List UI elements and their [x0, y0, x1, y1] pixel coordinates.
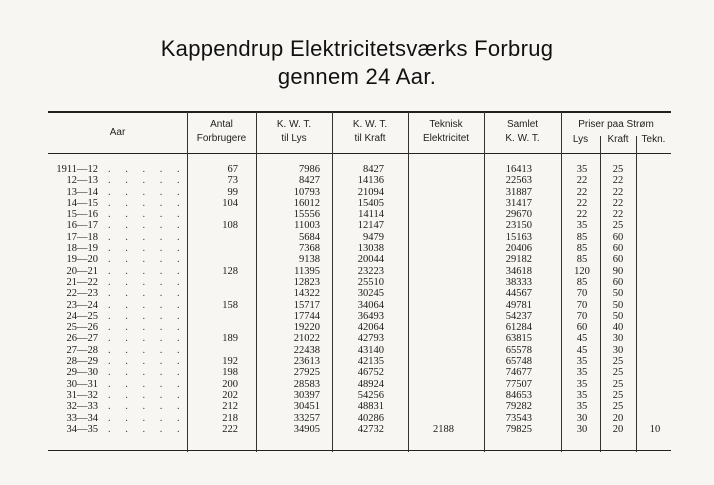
price-kraft-cell: 25 [612, 367, 624, 379]
consumers-cell: 222 [222, 423, 238, 435]
leader-dots: . . . . . [108, 412, 186, 424]
year-cell: 17—18 [66, 231, 98, 243]
samlet-cell: 20406 [505, 243, 532, 255]
price-lys-cell: 70 [576, 299, 588, 311]
header-consumers: Antal Forbrugere [196, 119, 247, 144]
kwt-kraft-cell: 42135 [357, 356, 384, 368]
leader-dots: . . . . . [108, 299, 186, 311]
price-lys-cell: 45 [576, 333, 588, 345]
samlet-cell: 54237 [505, 310, 532, 322]
kwt-lys-cell: 21022 [293, 333, 320, 345]
consumers-cell: 128 [222, 265, 238, 277]
year-cell: 25—26 [66, 322, 98, 334]
price-lys-cell: 85 [576, 254, 588, 266]
price-lys-cell: 70 [576, 288, 588, 300]
year-cell: 16—17 [66, 220, 98, 232]
price-lys-cell: 35 [576, 367, 588, 379]
samlet-cell: 65748 [505, 356, 532, 368]
year-cell: 31—32 [66, 389, 98, 401]
year-cell: 32—33 [66, 401, 98, 413]
consumers-cell: 73 [227, 175, 238, 187]
year-cell: 29—30 [66, 367, 98, 379]
price-kraft-cell: 60 [612, 254, 624, 266]
kwt-lys-cell: 14322 [293, 288, 320, 300]
table-row [0, 300, 714, 311]
price-kraft-cell: 50 [612, 310, 624, 322]
table-row [0, 322, 714, 333]
consumers-cell: 212 [222, 401, 238, 413]
table-row [0, 288, 714, 299]
leader-dots: . . . . . [108, 265, 186, 277]
consumers-cell: 158 [222, 299, 238, 311]
price-lys-cell: 60 [576, 322, 588, 334]
price-lys-cell: 35 [576, 378, 588, 390]
header-samlet: Samlet K. W. T. [505, 119, 540, 144]
kwt-kraft-cell: 14136 [357, 175, 384, 187]
kwt-kraft-cell: 36493 [357, 310, 384, 322]
price-lys-cell: 85 [576, 243, 588, 255]
price-lys-cell: 22 [576, 197, 588, 209]
table-row [0, 333, 714, 344]
year-cell: 23—24 [66, 299, 98, 311]
leader-dots: . . . . . [108, 276, 186, 288]
table-row [0, 424, 714, 435]
leader-dots: . . . . . [108, 333, 186, 345]
leader-dots: . . . . . [108, 220, 186, 232]
kwt-kraft-cell: 48831 [357, 401, 384, 413]
consumers-cell: 198 [222, 367, 238, 379]
table-top-rule [48, 111, 671, 113]
consumers-cell: 200 [222, 378, 238, 390]
price-kraft-cell: 25 [612, 378, 624, 390]
leader-dots: . . . . . [108, 164, 186, 175]
price-lys-cell: 22 [576, 186, 588, 198]
table-row [0, 187, 714, 198]
price-lys-cell: 45 [576, 344, 588, 356]
kwt-kraft-cell: 48924 [357, 378, 384, 390]
price-kraft-cell: 22 [612, 186, 624, 198]
kwt-kraft-cell: 42732 [357, 423, 384, 435]
leader-dots: . . . . . [108, 288, 186, 300]
price-kraft-cell: 20 [612, 412, 624, 424]
samlet-cell: 61284 [505, 322, 532, 334]
kwt-kraft-cell: 40286 [357, 412, 384, 424]
kwt-lys-cell: 33257 [293, 412, 320, 424]
leader-dots: . . . . . [108, 231, 186, 243]
kwt-kraft-cell: 54256 [357, 389, 384, 401]
samlet-cell: 31417 [505, 197, 532, 209]
samlet-cell: 23150 [505, 220, 532, 232]
kwt-kraft-cell: 9479 [363, 231, 384, 243]
consumers-cell: 202 [222, 389, 238, 401]
price-lys-cell: 35 [576, 389, 588, 401]
year-cell: 13—14 [66, 186, 98, 198]
year-cell: 1911—12 [56, 164, 98, 175]
header-priser: Priser paa Strøm [578, 119, 654, 130]
header-price-lys: Lys [572, 134, 589, 145]
page-title: Kappendrup Elektricitetsværks Forbrug [160, 36, 554, 61]
kwt-lys-cell: 30451 [293, 401, 320, 413]
kwt-kraft-cell: 43140 [357, 344, 384, 356]
samlet-cell: 63815 [505, 333, 532, 345]
kwt-kraft-cell: 42793 [357, 333, 384, 345]
page-subtitle: gennem 24 Aar. [277, 64, 437, 89]
leader-dots: . . . . . [108, 254, 186, 266]
year-cell: 19—20 [66, 254, 98, 266]
kwt-lys-cell: 16012 [293, 197, 320, 209]
table-row [0, 367, 714, 378]
teknisk-cell: 2188 [433, 423, 454, 435]
samlet-cell: 65578 [505, 344, 532, 356]
price-lys-cell: 35 [576, 356, 588, 368]
samlet-cell: 15163 [505, 231, 532, 243]
samlet-cell: 74677 [505, 367, 532, 379]
table-row [0, 209, 714, 220]
price-lys-cell: 70 [576, 310, 588, 322]
consumers-cell: 189 [222, 333, 238, 345]
table-row [0, 413, 714, 424]
table-row [0, 175, 714, 186]
samlet-cell: 29670 [505, 209, 532, 221]
kwt-kraft-cell: 25510 [357, 276, 384, 288]
kwt-kraft-cell: 42064 [357, 322, 384, 334]
kwt-lys-cell: 22438 [293, 344, 320, 356]
table-row [0, 232, 714, 243]
consumers-cell: 218 [222, 412, 238, 424]
samlet-cell: 79825 [505, 423, 532, 435]
price-lys-cell: 22 [576, 175, 588, 187]
price-kraft-cell: 22 [612, 175, 624, 187]
price-lys-cell: 30 [576, 412, 588, 424]
price-kraft-cell: 90 [612, 265, 624, 277]
price-kraft-cell: 25 [612, 356, 624, 368]
year-cell: 20—21 [66, 265, 98, 277]
year-cell: 27—28 [66, 344, 98, 356]
kwt-lys-cell: 30397 [293, 389, 320, 401]
header-kwt-lys: K. W. T. til Lys [276, 119, 312, 144]
price-kraft-cell: 25 [612, 401, 624, 413]
kwt-lys-cell: 34905 [293, 423, 320, 435]
leader-dots: . . . . . [108, 378, 186, 390]
kwt-kraft-cell: 8427 [363, 164, 384, 175]
samlet-cell: 31887 [505, 186, 532, 198]
leader-dots: . . . . . [108, 423, 186, 435]
samlet-cell: 77507 [505, 378, 532, 390]
leader-dots: . . . . . [108, 186, 186, 198]
table-row [0, 198, 714, 209]
kwt-lys-cell: 7986 [299, 164, 320, 175]
table-row [0, 266, 714, 277]
table-body [0, 164, 714, 435]
price-lys-cell: 35 [576, 401, 588, 413]
price-lys-cell: 35 [576, 164, 588, 175]
kwt-lys-cell: 19220 [293, 322, 320, 334]
price-lys-cell: 85 [576, 276, 588, 288]
consumers-cell: 192 [222, 356, 238, 368]
kwt-kraft-cell: 15405 [357, 197, 384, 209]
price-kraft-cell: 25 [612, 220, 624, 232]
year-cell: 24—25 [66, 310, 98, 322]
table-row [0, 277, 714, 288]
header-bottom-rule [48, 153, 671, 154]
kwt-kraft-cell: 23223 [357, 265, 384, 277]
price-kraft-cell: 25 [612, 389, 624, 401]
leader-dots: . . . . . [108, 401, 186, 413]
leader-dots: . . . . . [108, 344, 186, 356]
kwt-kraft-cell: 12147 [357, 220, 384, 232]
table-row [0, 356, 714, 367]
price-lys-cell: 30 [576, 423, 588, 435]
header-kwt-kraft: K. W. T. til Kraft [352, 119, 388, 144]
year-cell: 30—31 [66, 378, 98, 390]
kwt-lys-cell: 11395 [294, 265, 320, 277]
kwt-lys-cell: 7368 [299, 243, 320, 255]
price-kraft-cell: 20 [612, 423, 624, 435]
table-row [0, 379, 714, 390]
samlet-cell: 34618 [505, 265, 532, 277]
year-cell: 12—13 [66, 175, 98, 187]
kwt-kraft-cell: 13038 [357, 243, 384, 255]
samlet-cell: 44567 [505, 288, 532, 300]
consumers-cell: 67 [227, 164, 238, 175]
header-price-kraft: Kraft [607, 134, 629, 145]
kwt-lys-cell: 27925 [293, 367, 320, 379]
samlet-cell: 73543 [505, 412, 532, 424]
leader-dots: . . . . . [108, 310, 186, 322]
samlet-cell: 79282 [505, 401, 532, 413]
kwt-lys-cell: 10793 [293, 186, 320, 198]
leader-dots: . . . . . [108, 322, 186, 334]
table-row [0, 220, 714, 231]
price-kraft-cell: 60 [612, 231, 624, 243]
price-kraft-cell: 22 [612, 197, 624, 209]
kwt-kraft-cell: 14114 [358, 209, 384, 221]
year-cell: 28—29 [66, 356, 98, 368]
price-kraft-cell: 50 [612, 299, 624, 311]
samlet-cell: 38333 [505, 276, 532, 288]
price-lys-cell: 120 [574, 265, 590, 277]
kwt-lys-cell: 5684 [299, 231, 320, 243]
kwt-lys-cell: 15717 [293, 299, 320, 311]
price-kraft-cell: 50 [612, 288, 624, 300]
price-kraft-cell: 60 [612, 243, 624, 255]
kwt-kraft-cell: 30245 [357, 288, 384, 300]
table-row [0, 390, 714, 401]
table-row [0, 401, 714, 412]
price-kraft-cell: 22 [612, 209, 624, 221]
kwt-lys-cell: 9138 [299, 254, 320, 266]
leader-dots: . . . . . [108, 175, 186, 187]
kwt-lys-cell: 12823 [293, 276, 320, 288]
year-cell: 26—27 [66, 333, 98, 345]
samlet-cell: 49781 [505, 299, 532, 311]
price-kraft-cell: 60 [612, 276, 624, 288]
header-price-tekn: Tekn. [641, 134, 666, 145]
kwt-lys-cell: 8427 [299, 175, 320, 187]
table-row [0, 254, 714, 265]
price-kraft-cell: 25 [612, 164, 624, 175]
year-cell: 14—15 [66, 197, 98, 209]
leader-dots: . . . . . [108, 197, 186, 209]
price-kraft-cell: 30 [612, 344, 624, 356]
price-lys-cell: 85 [576, 231, 588, 243]
samlet-cell: 16413 [505, 164, 532, 175]
price-lys-cell: 22 [576, 209, 588, 221]
samlet-cell: 29182 [505, 254, 532, 266]
leader-dots: . . . . . [108, 356, 186, 368]
header-teknisk: Teknisk Elektricitet [422, 119, 470, 144]
year-cell: 18—19 [66, 243, 98, 255]
header-year: Aar [109, 127, 126, 138]
year-cell: 15—16 [66, 209, 98, 221]
year-cell: 34—35 [66, 423, 98, 435]
kwt-lys-cell: 15556 [293, 209, 320, 221]
table-row [0, 243, 714, 254]
kwt-kraft-cell: 34064 [357, 299, 384, 311]
consumers-cell: 99 [227, 186, 238, 198]
leader-dots: . . . . . [108, 209, 186, 221]
price-kraft-cell: 40 [612, 322, 624, 334]
price-tekn-cell: 10 [649, 423, 661, 435]
leader-dots: . . . . . [108, 243, 186, 255]
kwt-lys-cell: 28583 [293, 378, 320, 390]
samlet-cell: 84653 [505, 389, 532, 401]
kwt-lys-cell: 11003 [294, 220, 320, 232]
consumers-cell: 104 [222, 197, 238, 209]
consumers-cell: 108 [222, 220, 238, 232]
year-cell: 21—22 [66, 276, 98, 288]
kwt-kraft-cell: 21094 [357, 186, 384, 198]
table-row [0, 164, 714, 175]
table-row [0, 345, 714, 356]
kwt-lys-cell: 23613 [293, 356, 320, 368]
kwt-lys-cell: 17744 [293, 310, 320, 322]
kwt-kraft-cell: 46752 [357, 367, 384, 379]
kwt-kraft-cell: 20044 [357, 254, 384, 266]
samlet-cell: 22563 [505, 175, 532, 187]
table-bottom-rule [48, 450, 671, 451]
price-kraft-cell: 30 [612, 333, 624, 345]
leader-dots: . . . . . [108, 389, 186, 401]
leader-dots: . . . . . [108, 367, 186, 379]
year-cell: 33—34 [66, 412, 98, 424]
price-lys-cell: 35 [576, 220, 588, 232]
table-row [0, 311, 714, 322]
year-cell: 22—23 [66, 288, 98, 300]
